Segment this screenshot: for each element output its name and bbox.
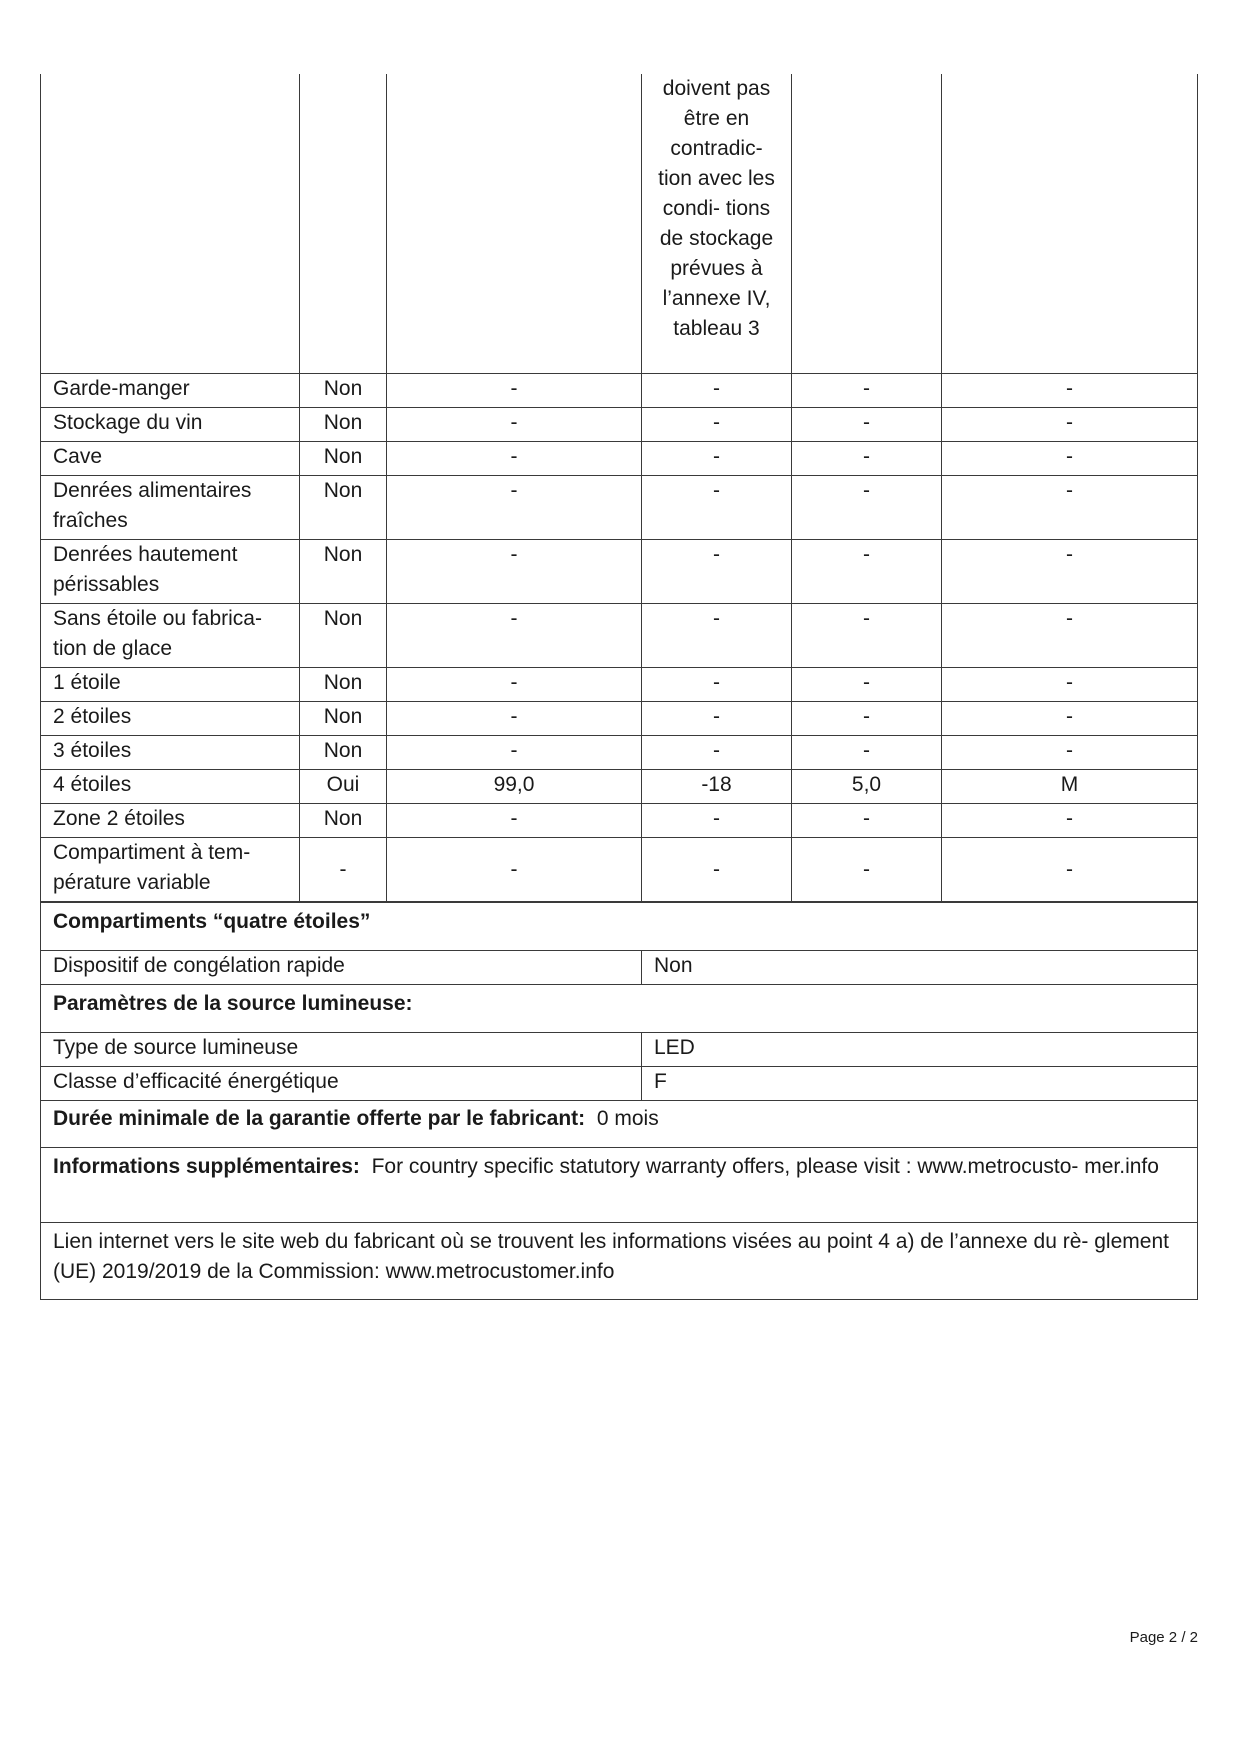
compartment-name: Denrées alimentaires fraîches	[41, 476, 300, 540]
compartments-table	[40, 74, 1198, 902]
compartment-present: Non	[300, 540, 387, 604]
compartment-freezing-capacity: -	[792, 442, 942, 476]
compartment-name: 2 étoiles	[41, 702, 300, 736]
compartment-defrost-mode: -	[942, 604, 1198, 668]
compartment-row	[41, 374, 1198, 408]
continuation-cell	[300, 74, 387, 374]
compartment-volume: -	[387, 736, 642, 770]
compartment-temperature: -	[642, 540, 792, 604]
continuation-cell	[41, 74, 300, 374]
page-number: Page 2 / 2	[1129, 1629, 1198, 1646]
four-star-heading: Compartiments “quatre étoiles”	[41, 903, 1198, 951]
compartment-row	[41, 702, 1198, 736]
compartment-volume: 99,0	[387, 770, 642, 804]
compartment-freezing-capacity: -	[792, 408, 942, 442]
compartment-temperature: -	[642, 476, 792, 540]
compartment-defrost-mode: -	[942, 736, 1198, 770]
compartment-temperature: -18	[642, 770, 792, 804]
warranty-value: 0 mois	[596, 1107, 659, 1130]
continuation-cell	[942, 74, 1198, 374]
energy-class-value: F	[642, 1067, 1198, 1101]
compartment-name: Sans étoile ou fabrica- tion de glace	[41, 604, 300, 668]
compartment-volume: -	[387, 374, 642, 408]
rapid-freeze-value: Non	[642, 951, 1198, 985]
warranty-label: Durée minimale de la garantie offerte par le fabricant:	[53, 1107, 586, 1130]
compartment-freezing-capacity: -	[792, 736, 942, 770]
light-source-heading: Paramètres de la source lumineuse:	[41, 985, 1198, 1033]
compartment-row	[41, 838, 1198, 902]
additional-info-label: Informations supplémentaires:	[53, 1155, 360, 1178]
compartment-temperature: -	[642, 604, 792, 668]
compartment-volume: -	[387, 668, 642, 702]
continuation-cell	[387, 74, 642, 374]
compartment-present: Non	[300, 476, 387, 540]
compartment-present: Non	[300, 408, 387, 442]
compartment-row	[41, 770, 1198, 804]
compartment-volume: -	[387, 540, 642, 604]
compartment-row	[41, 668, 1198, 702]
energy-class-label: Classe d’efficacité énergétique	[41, 1067, 642, 1101]
compartment-present: Non	[300, 604, 387, 668]
continuation-row	[41, 74, 1198, 374]
compartment-name: Zone 2 étoiles	[41, 804, 300, 838]
compartment-freezing-capacity: -	[792, 374, 942, 408]
compartment-volume: -	[387, 476, 642, 540]
compartment-volume: -	[387, 408, 642, 442]
compartment-name: Stockage du vin	[41, 408, 300, 442]
compartment-volume: -	[387, 702, 642, 736]
compartment-volume: -	[387, 604, 642, 668]
warranty-row	[41, 1101, 1198, 1148]
compartment-temperature: -	[642, 442, 792, 476]
compartment-freezing-capacity: -	[792, 668, 942, 702]
compartment-temperature: -	[642, 736, 792, 770]
compartment-temperature: -	[642, 408, 792, 442]
compartment-freezing-capacity: -	[792, 702, 942, 736]
compartment-temperature: -	[642, 838, 792, 902]
compartment-present: Oui	[300, 770, 387, 804]
compartment-row	[41, 736, 1198, 770]
compartment-name: Denrées hautement périssables	[41, 540, 300, 604]
additional-info-row	[41, 1148, 1198, 1223]
compartment-present: -	[300, 838, 387, 902]
compartment-row	[41, 476, 1198, 540]
compartment-name: 3 étoiles	[41, 736, 300, 770]
manufacturer-weblink-text: Lien internet vers le site web du fabricant où se trouvent les informations visées au point 4 a) de l’annexe du rè- glement (UE) 2019/2019 de la Commission: www.metrocustomer.info	[53, 1230, 1169, 1283]
compartment-defrost-mode: M	[942, 770, 1198, 804]
additional-info-value: For country specific statutory warranty offers, please visit : www.metrocusto- mer.info	[371, 1155, 1159, 1178]
compartment-present: Non	[300, 702, 387, 736]
rapid-freeze-label: Dispositif de congélation rapide	[41, 951, 642, 985]
compartment-row	[41, 604, 1198, 668]
compartment-name: 4 étoiles	[41, 770, 300, 804]
parameters-table	[40, 902, 1198, 1300]
compartment-freezing-capacity: -	[792, 540, 942, 604]
compartment-freezing-capacity: 5,0	[792, 770, 942, 804]
compartment-defrost-mode: -	[942, 838, 1198, 902]
light-source-type-label: Type de source lumineuse	[41, 1033, 642, 1067]
compartment-name: Cave	[41, 442, 300, 476]
compartment-freezing-capacity: -	[792, 838, 942, 902]
compartment-defrost-mode: -	[942, 540, 1198, 604]
compartment-defrost-mode: -	[942, 668, 1198, 702]
compartment-name: Compartiment à tem- pérature variable	[41, 838, 300, 902]
compartment-defrost-mode: -	[942, 442, 1198, 476]
compartment-volume: -	[387, 804, 642, 838]
document-page	[40, 74, 1197, 1300]
compartment-volume: -	[387, 838, 642, 902]
compartment-row	[41, 540, 1198, 604]
compartment-defrost-mode: -	[942, 374, 1198, 408]
compartment-present: Non	[300, 804, 387, 838]
storage-conditions-note: doivent pas être en contradic- tion avec les condi- tions de stockage prévues à l’annexe IV, tableau 3	[642, 74, 792, 374]
compartment-defrost-mode: -	[942, 804, 1198, 838]
compartment-temperature: -	[642, 668, 792, 702]
manufacturer-weblink-row	[41, 1223, 1198, 1300]
compartment-present: Non	[300, 736, 387, 770]
compartment-defrost-mode: -	[942, 408, 1198, 442]
compartment-freezing-capacity: -	[792, 604, 942, 668]
compartment-freezing-capacity: -	[792, 804, 942, 838]
compartment-name: 1 étoile	[41, 668, 300, 702]
compartment-defrost-mode: -	[942, 702, 1198, 736]
compartment-present: Non	[300, 374, 387, 408]
compartment-temperature: -	[642, 374, 792, 408]
compartment-name: Garde-manger	[41, 374, 300, 408]
continuation-cell	[792, 74, 942, 374]
compartment-row	[41, 442, 1198, 476]
compartment-row	[41, 408, 1198, 442]
compartment-temperature: -	[642, 702, 792, 736]
compartment-volume: -	[387, 442, 642, 476]
compartment-defrost-mode: -	[942, 476, 1198, 540]
compartment-row	[41, 804, 1198, 838]
compartment-temperature: -	[642, 804, 792, 838]
compartment-present: Non	[300, 442, 387, 476]
compartment-freezing-capacity: -	[792, 476, 942, 540]
compartment-present: Non	[300, 668, 387, 702]
light-source-type-value: LED	[642, 1033, 1198, 1067]
